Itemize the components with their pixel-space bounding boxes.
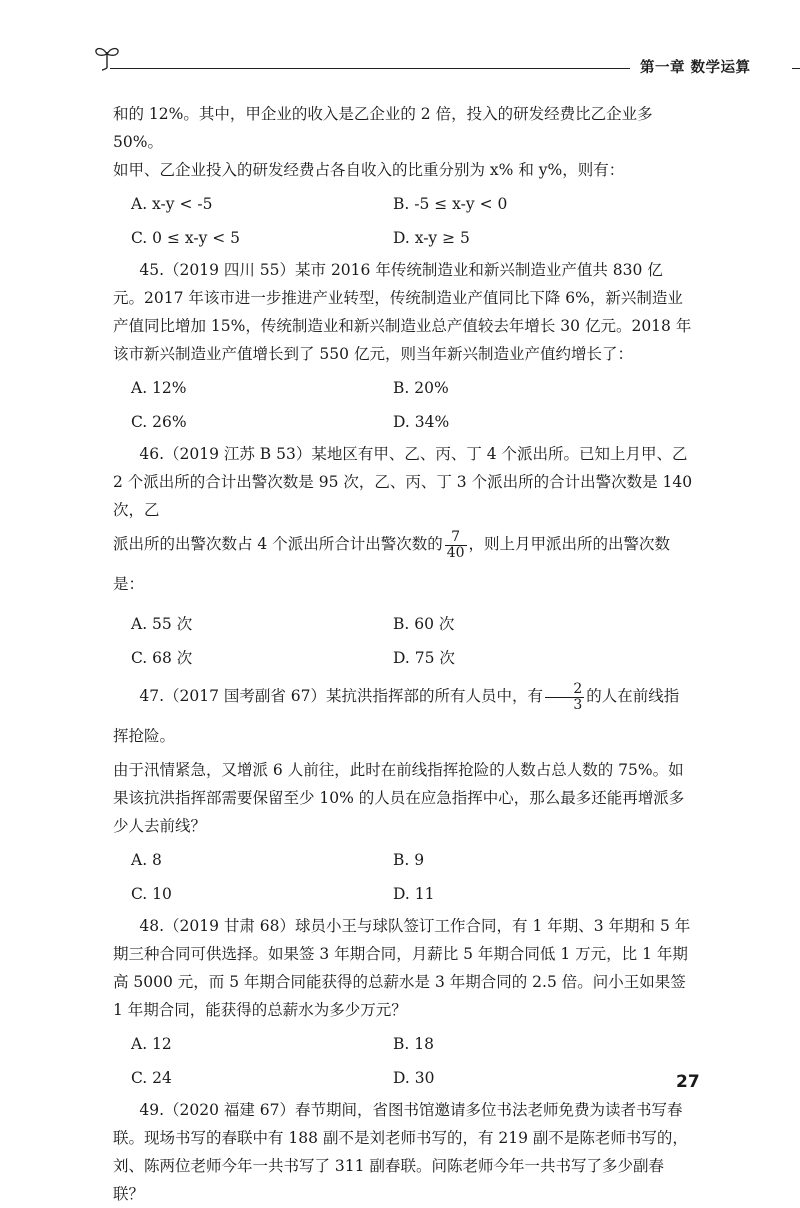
question-44-continued xyxy=(113,100,693,252)
q44-option-d: D. x-y ≥ 5 xyxy=(393,229,470,247)
q45-option-a: A. 12% xyxy=(131,379,187,397)
q47-options-row-1 xyxy=(113,846,693,874)
q48-option-d: D. 30 xyxy=(393,1069,435,1087)
q46-fraction-denominator: 40 xyxy=(446,544,465,561)
q47-line1-after: 的人在前线指挥抢险。 xyxy=(113,687,680,745)
q44-option-a: A. x-y < -5 xyxy=(131,195,213,213)
q45-option-d: D. 34% xyxy=(393,413,450,431)
q44-options-row-2 xyxy=(113,224,693,252)
q44-option-b: B. -5 ≤ x-y < 0 xyxy=(393,195,508,213)
q45-options-row-1 xyxy=(113,374,693,402)
q46-option-b: B. 60 次 xyxy=(393,615,455,633)
q46-options-row-2 xyxy=(113,644,693,672)
q47-first-line xyxy=(113,676,693,756)
q47-line1-before: 47.（2017 国考副省 67）某抗洪指挥部的所有人员中，有 xyxy=(139,687,544,705)
q49-stem: 49.（2020 福建 67）春节期间，省图书馆邀请多位书法老师免费为读者书写春联。现场书写的春联中有 188 副不是刘老师书写的，有 219 副不是陈老师书写的，刘、陈两位老师今年一共书写了 311 副春联。问陈老师今年一共书写了多少副春联？ xyxy=(113,1101,688,1203)
q44-option-c: C. 0 ≤ x-y < 5 xyxy=(131,229,241,247)
q47-stem-rest: 由于汛情紧急，又增派 6 人前往，此时在前线指挥抢险的人数占总人数的 75%。如果该抗洪指挥部需要保留至少 10% 的人员在应急指挥中心，那么最多还能再增派多少人去前线？ xyxy=(113,761,685,835)
q46-options-row-1 xyxy=(113,610,693,638)
question-47 xyxy=(113,676,693,908)
q46-stem: 46.（2019 江苏 B 53）某地区有甲、乙、丙、丁 4 个派出所。已知上月甲、乙 2 个派出所的合计出警次数是 95 次，乙、丙、丁 3 个派出所的合计出警次数是 140 次，乙 xyxy=(113,445,693,519)
q44-options-row-1 xyxy=(113,190,693,218)
question-49 xyxy=(113,1096,693,1208)
chapter-title: 第一章 数学运算 xyxy=(640,60,751,76)
q48-option-c: C. 24 xyxy=(131,1069,172,1087)
q46-line3-before: 派出所的出警次数占 4 个派出所合计出警次数的 xyxy=(113,535,443,553)
q47-fraction-denominator: 3 xyxy=(573,696,583,713)
q47-option-c: C. 10 xyxy=(131,885,172,903)
q47-option-a: A. 8 xyxy=(131,851,162,869)
header-rule-left xyxy=(110,68,630,69)
q47-options-row-2 xyxy=(113,880,693,908)
q45-option-b: B. 20% xyxy=(393,379,449,397)
page-header xyxy=(92,40,800,80)
q47-option-b: B. 9 xyxy=(393,851,425,869)
q48-stem: 48.（2019 甘肃 68）球员小王与球队签订工作合同，有 1 年期、3 年期和 5 年期三种合同可供选择。如果签 3 年期合同，月薪比 5 年期合同低 1 万元，比 1 年期高 5000 元，而 5 年期合同能获得的总薪水是 3 年期合同的 2.5 倍。问小王如果签 1 年期合同，能获得的总薪水为多少万元？ xyxy=(113,917,691,1019)
page-number: 27 xyxy=(676,1072,700,1092)
header-rule-right xyxy=(792,68,800,69)
q45-stem: 45.（2019 四川 55）某市 2016 年传统制造业和新兴制造业产值共 830 亿元。2017 年该市进一步推进产业转型，传统制造业产值同比下降 6%，新兴制造业产值同比增加 15%，传统制造业和新兴制造业总产值较去年增长 30 亿元。2018 年该市新兴制造业产值增长到了 550 亿元，则当年新兴制造业产值约增长了： xyxy=(113,261,692,363)
q47-fraction-numerator: 2 xyxy=(545,682,584,698)
q46-option-c: C. 68 次 xyxy=(131,649,193,667)
question-46 xyxy=(113,440,693,672)
q46-option-a: A. 55 次 xyxy=(131,615,193,633)
q45-option-c: C. 26% xyxy=(131,413,187,431)
q46-fraction xyxy=(445,530,467,561)
question-45 xyxy=(113,256,693,436)
q44-line-1: 和的 12%。其中，甲企业的收入是乙企业的 2 倍，投入的研发经费比乙企业多 50%。 xyxy=(113,105,653,151)
q48-options-row-2 xyxy=(113,1064,693,1092)
q46-fraction-line xyxy=(113,524,693,604)
q47-option-d: D. 11 xyxy=(393,885,435,903)
question-48 xyxy=(113,912,693,1092)
q46-fraction-numerator: 7 xyxy=(445,530,467,546)
q46-option-d: D. 75 次 xyxy=(393,649,455,667)
q47-fraction xyxy=(545,682,584,713)
q46-line3-after: ，则上月甲派出所的出警次数是： xyxy=(113,535,671,593)
q44-line-2: 如甲、乙企业投入的研发经费占各自收入的比重分别为 x% 和 y%，则有： xyxy=(113,161,625,179)
q48-option-a: A. 12 xyxy=(131,1035,172,1053)
page-content xyxy=(113,100,693,1208)
q48-options-row-1 xyxy=(113,1030,693,1058)
q48-option-b: B. 18 xyxy=(393,1035,434,1053)
q45-options-row-2 xyxy=(113,408,693,436)
